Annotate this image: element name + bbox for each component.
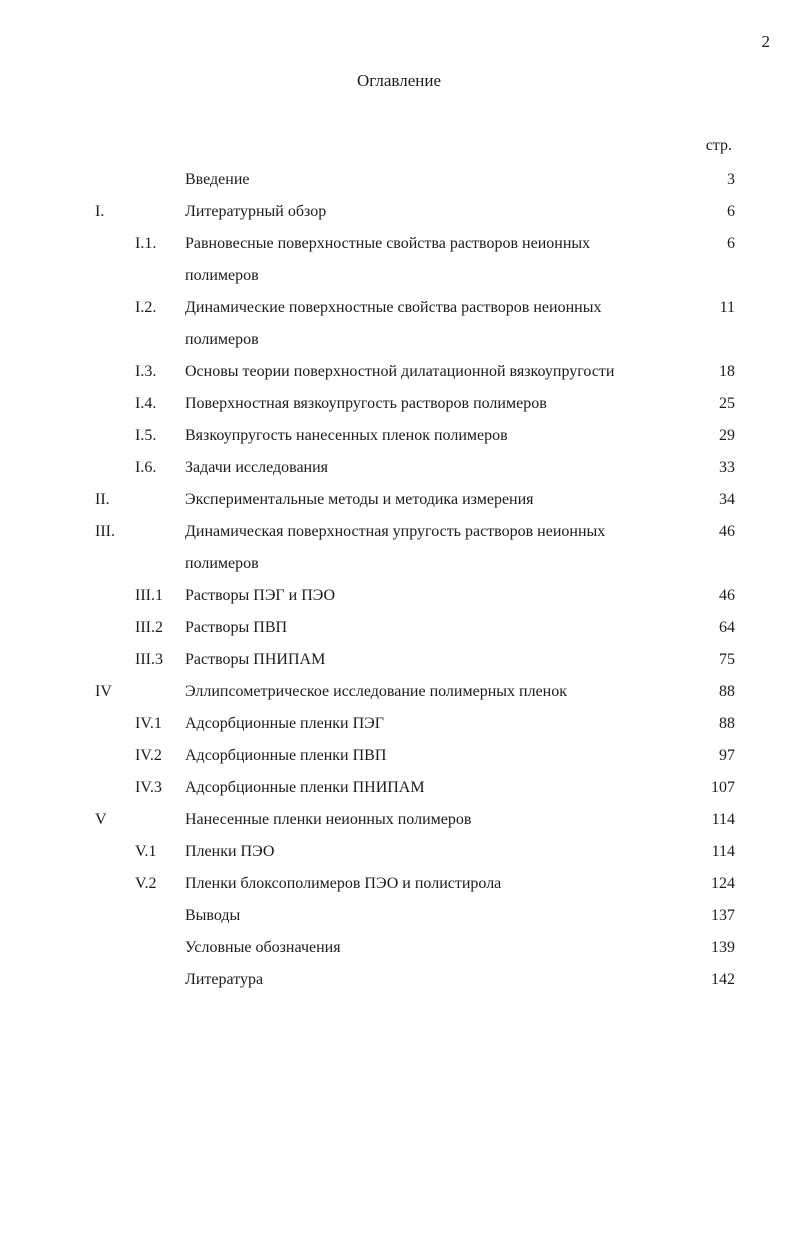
toc-entry-subnumber: I.3. [135, 363, 157, 380]
toc-entry-subnumber: V.1 [135, 843, 157, 860]
toc-entry-title: Пленки ПЭО [185, 843, 275, 860]
toc-entry-subnumber: V.2 [135, 875, 157, 892]
toc-entry-title: Адсорбционные пленки ПЭГ [185, 715, 384, 732]
toc-entry-title: Растворы ПВП [185, 619, 288, 636]
toc-entry [95, 836, 735, 868]
toc-entry-page: 88 [719, 683, 735, 700]
toc-entry-page: 64 [719, 619, 735, 636]
toc-entry-number: IV [95, 683, 112, 700]
toc-entry-subnumber: IV.3 [135, 779, 162, 796]
toc-entry [95, 292, 735, 356]
toc-entry [95, 964, 735, 996]
toc-entry-title: Нанесенные пленки неионных полимеров [185, 811, 472, 828]
toc-entry-page: 34 [719, 491, 735, 508]
toc-entry-title: Вязкоупругость нанесенных пленок полимеров [185, 427, 508, 444]
toc-entry-number: V [95, 811, 107, 828]
toc-entry-subnumber: I.6. [135, 459, 157, 476]
toc-entry-page: 11 [719, 299, 735, 316]
toc-entry-subnumber: IV.1 [135, 715, 162, 732]
toc-entry-page: 25 [719, 395, 735, 412]
toc-entry-page: 6 [727, 235, 735, 252]
toc-entry [95, 388, 735, 420]
toc-entry [95, 356, 735, 388]
toc-entry [95, 484, 735, 516]
toc-entry [95, 196, 735, 228]
toc-entry-title: Выводы [185, 907, 241, 924]
toc-entry-title: Адсорбционные пленки ПНИПАМ [185, 779, 425, 796]
toc-entry-page: 114 [711, 843, 735, 860]
toc-entry [95, 164, 735, 196]
toc-entry-title: Динамическая поверхностная упругость растворов неионных полимеров [185, 523, 606, 572]
toc-entry-title: Литература [185, 971, 264, 988]
toc-entry-page: 3 [727, 171, 735, 188]
table-of-contents [0, 164, 798, 996]
toc-entry-page: 107 [711, 779, 735, 796]
toc-entry-subnumber: III.1 [135, 587, 163, 604]
toc-entry [95, 772, 735, 804]
toc-entry-page: 18 [719, 363, 735, 380]
toc-entry-title: Основы теории поверхностной дилатационной вязкоупругости [185, 363, 615, 380]
toc-entry-page: 46 [719, 523, 735, 540]
toc-entry-subnumber: I.4. [135, 395, 157, 412]
toc-entry [95, 868, 735, 900]
toc-entry-title: Пленки блоксополимеров ПЭО и полистирола [185, 875, 502, 892]
toc-entry [95, 932, 735, 964]
toc-entry-page: 97 [719, 747, 735, 764]
toc-entry [95, 420, 735, 452]
toc-entry-number: I. [95, 203, 105, 220]
toc-entry-page: 75 [719, 651, 735, 668]
toc-entry-subnumber: III.2 [135, 619, 163, 636]
toc-entry-title: Динамические поверхностные свойства растворов неионных полимеров [185, 299, 602, 348]
toc-entry-title: Экспериментальные методы и методика измерения [185, 491, 534, 508]
toc-entry-subnumber: I.2. [135, 299, 157, 316]
page-column-header: стр. [705, 137, 732, 154]
toc-entry-title: Введение [185, 171, 250, 188]
toc-entry-page: 124 [711, 875, 735, 892]
toc-entry [95, 804, 735, 836]
toc-entry [95, 740, 735, 772]
page-number: 2 [761, 32, 770, 51]
toc-entry [95, 516, 735, 580]
toc-entry-title: Поверхностная вязкоупругость растворов полимеров [185, 395, 547, 412]
toc-entry-title: Равновесные поверхностные свойства растворов неионных полимеров [185, 235, 591, 284]
toc-entry-title: Условные обозначения [185, 939, 341, 956]
toc-entry [95, 708, 735, 740]
toc-entry-subnumber: IV.2 [135, 747, 162, 764]
toc-entry [95, 644, 735, 676]
toc-entry-page: 137 [711, 907, 735, 924]
toc-entry-title: Литературный обзор [185, 203, 327, 220]
toc-entry [95, 676, 735, 708]
toc-entry-title: Растворы ПНИПАМ [185, 651, 326, 668]
toc-entry [95, 580, 735, 612]
toc-entry-title: Адсорбционные пленки ПВП [185, 747, 387, 764]
toc-entry-page: 139 [711, 939, 735, 956]
toc-entry-title: Эллипсометрическое исследование полимерных пленок [185, 683, 567, 700]
toc-entry-page: 33 [719, 459, 735, 476]
toc-entry-page: 46 [719, 587, 735, 604]
toc-entry-page: 6 [727, 203, 735, 220]
toc-entry-page: 88 [719, 715, 735, 732]
toc-entry [95, 900, 735, 932]
toc-entry [95, 228, 735, 292]
toc-entry-subnumber: I.5. [135, 427, 157, 444]
toc-entry [95, 452, 735, 484]
toc-entry-page: 114 [711, 811, 735, 828]
toc-entry-subnumber: I.1. [135, 235, 157, 252]
toc-entry-subnumber: III.3 [135, 651, 163, 668]
toc-entry [95, 612, 735, 644]
toc-entry-page: 142 [711, 971, 735, 988]
toc-entry-number: III. [95, 523, 115, 540]
toc-entry-page: 29 [719, 427, 735, 444]
page-title: Оглавление [357, 71, 441, 90]
toc-entry-title: Растворы ПЭГ и ПЭО [185, 587, 336, 604]
toc-entry-title: Задачи исследования [185, 459, 329, 476]
toc-entry-number: II. [95, 491, 110, 508]
